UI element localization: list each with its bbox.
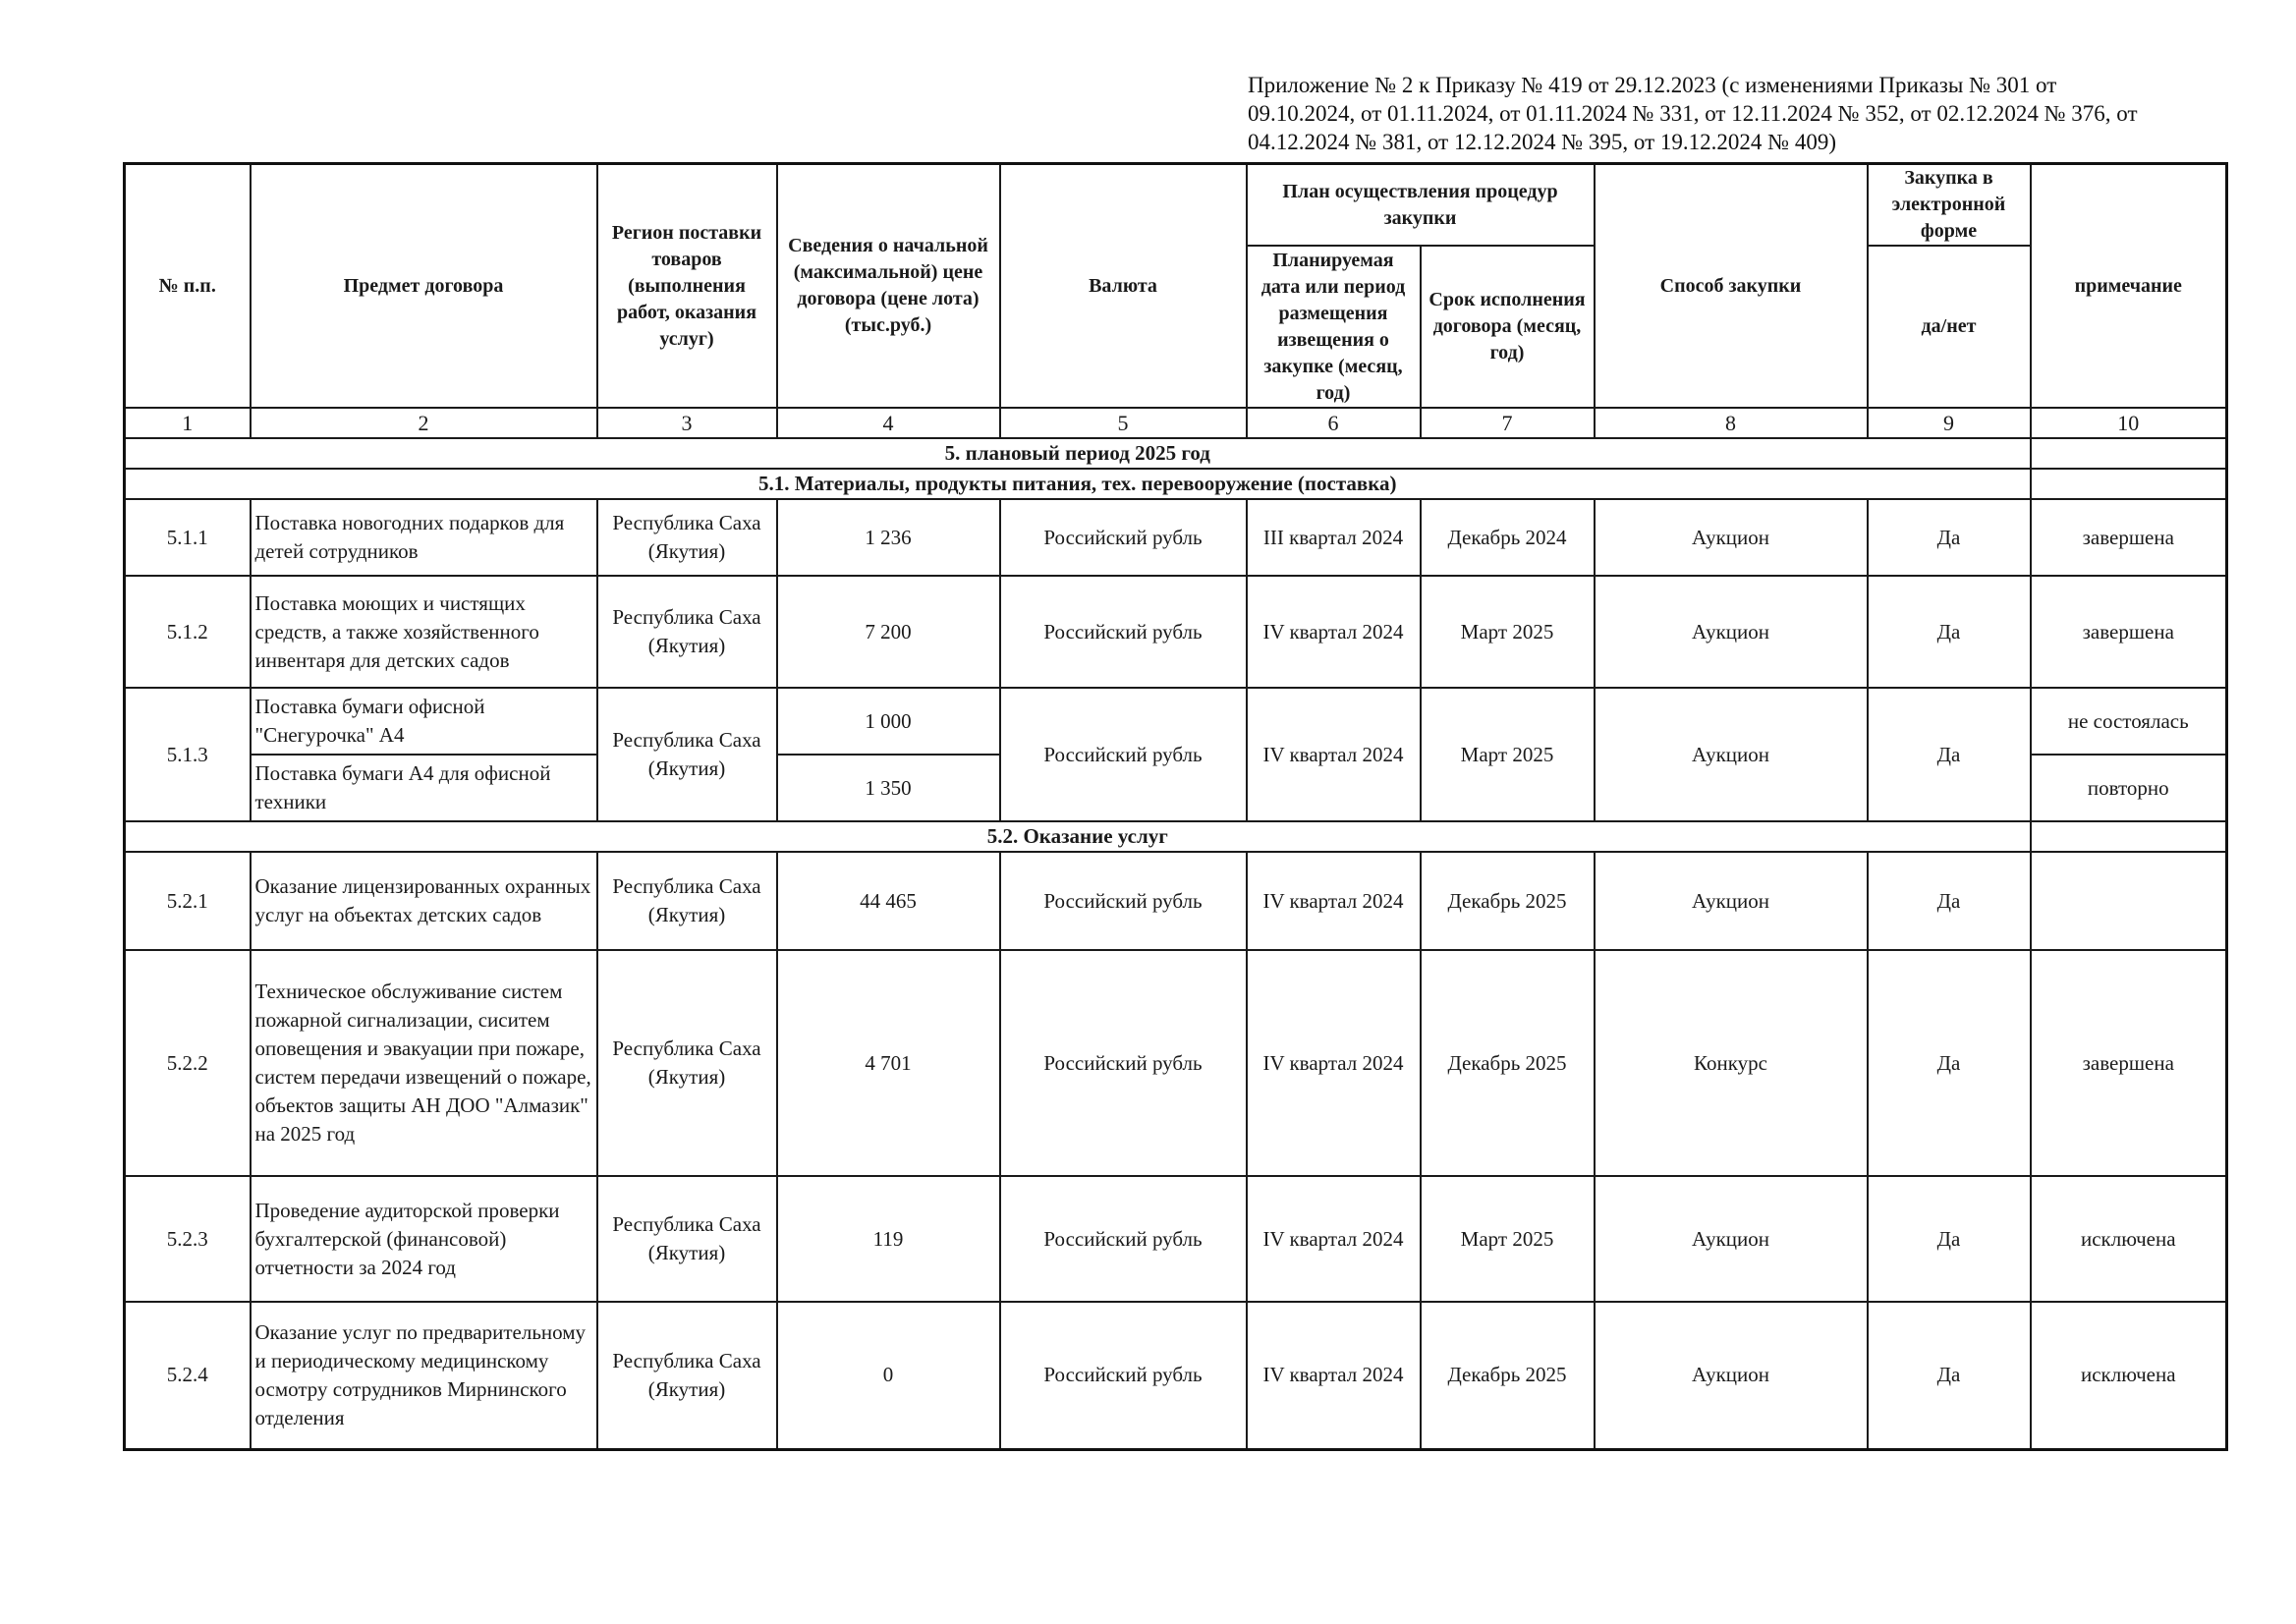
- row-price-a: 1 000: [777, 688, 1000, 755]
- row-currency: Российский рубль: [1000, 1302, 1247, 1449]
- row-subject: Проведение аудиторской проверки бухгалтерской (финансовой) отчетности за 2024 год: [251, 1176, 597, 1302]
- row-currency: Российский рубль: [1000, 576, 1247, 688]
- column-number-row: [125, 408, 2227, 438]
- row-num: 5.1.2: [125, 576, 251, 688]
- row-region: Республика Саха (Якутия): [597, 688, 777, 821]
- row-region: Республика Саха (Якутия): [597, 1302, 777, 1449]
- row-currency: Российский рубль: [1000, 688, 1247, 821]
- section-row: [125, 469, 2227, 499]
- table-row: [125, 688, 2227, 755]
- row-region: Республика Саха (Якутия): [597, 499, 777, 576]
- row-electronic: Да: [1868, 852, 2031, 950]
- header-note: примечание: [2031, 164, 2227, 409]
- row-plan-date: IV квартал 2024: [1247, 852, 1421, 950]
- column-number: 7: [1421, 408, 1595, 438]
- section-5-1-title: 5.1. Материалы, продукты питания, тех. перевооружение (поставка): [125, 469, 2031, 499]
- row-plan-date: IV квартал 2024: [1247, 1302, 1421, 1449]
- row-plan-date: IV квартал 2024: [1247, 1176, 1421, 1302]
- row-note: [2031, 852, 2227, 950]
- table-row: [125, 950, 2227, 1176]
- section-5-2-empty: [2031, 821, 2227, 852]
- column-number: 2: [251, 408, 597, 438]
- row-note-b: повторно: [2031, 755, 2227, 821]
- header-plan-date: Планируемая дата или период размещения извещения о закупке (месяц, год): [1247, 246, 1421, 408]
- row-num: 5.1.1: [125, 499, 251, 576]
- row-price: 0: [777, 1302, 1000, 1449]
- column-number: 9: [1868, 408, 2031, 438]
- row-num: 5.2.1: [125, 852, 251, 950]
- row-subject: Поставка новогодних подарков для детей сотрудников: [251, 499, 597, 576]
- row-region: Республика Саха (Якутия): [597, 852, 777, 950]
- row-plan-date: IV квартал 2024: [1247, 950, 1421, 1176]
- row-currency: Российский рубль: [1000, 1176, 1247, 1302]
- row-subject: Техническое обслуживание систем пожарной сигнализации, сиситем оповещения и эвакуации при пожаре, систем передачи извещений о пожаре, объектов защиты АН ДОО "Алмазик" на 2025 год: [251, 950, 597, 1176]
- table-row: [125, 1302, 2227, 1449]
- row-price: 4 701: [777, 950, 1000, 1176]
- row-method: Аукцион: [1595, 852, 1868, 950]
- row-method: Аукцион: [1595, 1176, 1868, 1302]
- row-method: Аукцион: [1595, 499, 1868, 576]
- section-5-2-title: 5.2. Оказание услуг: [125, 821, 2031, 852]
- row-plan-date: IV квартал 2024: [1247, 688, 1421, 821]
- column-number: 10: [2031, 408, 2227, 438]
- header-currency: Валюта: [1000, 164, 1247, 409]
- table-row: [125, 499, 2227, 576]
- header-subject: Предмет договора: [251, 164, 597, 409]
- row-term: Декабрь 2025: [1421, 852, 1595, 950]
- table-row: [125, 1176, 2227, 1302]
- row-electronic: Да: [1868, 950, 2031, 1176]
- section-row: [125, 821, 2227, 852]
- header-electronic-group: Закупка в электронной форме: [1868, 164, 2031, 247]
- order-reference-note: [1248, 71, 2230, 156]
- row-note: исключена: [2031, 1302, 2227, 1449]
- row-method: Аукцион: [1595, 576, 1868, 688]
- row-currency: Российский рубль: [1000, 499, 1247, 576]
- row-term: Март 2025: [1421, 576, 1595, 688]
- row-term: Декабрь 2025: [1421, 950, 1595, 1176]
- column-number: 3: [597, 408, 777, 438]
- section-5-empty: [2031, 438, 2227, 469]
- row-plan-date: IV квартал 2024: [1247, 576, 1421, 688]
- order-reference-line-2: 09.10.2024, от 01.11.2024, от 01.11.2024 № 331, от 12.11.2024 № 352, от 02.12.2024 № 376, от: [1248, 101, 2138, 126]
- row-num: 5.2.2: [125, 950, 251, 1176]
- row-num: 5.1.3: [125, 688, 251, 821]
- row-region: Республика Саха (Якутия): [597, 576, 777, 688]
- section-5-title: 5. плановый период 2025 год: [125, 438, 2031, 469]
- row-method: Аукцион: [1595, 1302, 1868, 1449]
- row-subject: Оказание услуг по предварительному и периодическому медицинскому осмотру сотрудников Мирнинского отделения: [251, 1302, 597, 1449]
- table-row: [125, 852, 2227, 950]
- header-num: № п.п.: [125, 164, 251, 409]
- column-number: 1: [125, 408, 251, 438]
- section-row: [125, 438, 2227, 469]
- row-currency: Российский рубль: [1000, 950, 1247, 1176]
- row-electronic: Да: [1868, 499, 2031, 576]
- order-reference-line-1: Приложение № 2 к Приказу № 419 от 29.12.2023 (с изменениями Приказы № 301 от: [1248, 73, 2057, 97]
- row-subject: Оказание лицензированных охранных услуг на объектах детских садов: [251, 852, 597, 950]
- row-num: 5.2.3: [125, 1176, 251, 1302]
- row-method: Конкурс: [1595, 950, 1868, 1176]
- row-region: Республика Саха (Якутия): [597, 1176, 777, 1302]
- section-5-1-empty: [2031, 469, 2227, 499]
- column-number: 5: [1000, 408, 1247, 438]
- row-method: Аукцион: [1595, 688, 1868, 821]
- row-term: Декабрь 2025: [1421, 1302, 1595, 1449]
- column-number: 6: [1247, 408, 1421, 438]
- table-row: [125, 576, 2227, 688]
- row-note: исключена: [2031, 1176, 2227, 1302]
- row-note: завершена: [2031, 499, 2227, 576]
- column-number: 8: [1595, 408, 1868, 438]
- row-price: 119: [777, 1176, 1000, 1302]
- row-price: 7 200: [777, 576, 1000, 688]
- row-term: Декабрь 2024: [1421, 499, 1595, 576]
- row-note-a: не состоялась: [2031, 688, 2227, 755]
- row-price-b: 1 350: [777, 755, 1000, 821]
- row-note: завершена: [2031, 950, 2227, 1176]
- order-reference-line-3: 04.12.2024 № 381, от 12.12.2024 № 395, от 19.12.2024 № 409): [1248, 130, 1836, 154]
- row-price: 44 465: [777, 852, 1000, 950]
- row-num: 5.2.4: [125, 1302, 251, 1449]
- procurement-plan-table: [123, 162, 2228, 1451]
- row-electronic: Да: [1868, 688, 2031, 821]
- header-electronic-sub: да/нет: [1868, 246, 2031, 408]
- header-term: Срок исполнения договора (месяц, год): [1421, 246, 1595, 408]
- row-note: завершена: [2031, 576, 2227, 688]
- row-electronic: Да: [1868, 1302, 2031, 1449]
- header-row-top: [125, 164, 2227, 247]
- row-term: Март 2025: [1421, 688, 1595, 821]
- row-subject-a: Поставка бумаги офисной "Снегурочка" А4: [251, 688, 597, 755]
- header-price: Сведения о начальной (максимальной) цене договора (цене лота) (тыс.руб.): [777, 164, 1000, 409]
- header-method: Способ закупки: [1595, 164, 1868, 409]
- row-price: 1 236: [777, 499, 1000, 576]
- row-region: Республика Саха (Якутия): [597, 950, 777, 1176]
- row-currency: Российский рубль: [1000, 852, 1247, 950]
- column-number: 4: [777, 408, 1000, 438]
- row-subject: Поставка моющих и чистящих средств, а также хозяйственного инвентаря для детских садов: [251, 576, 597, 688]
- row-subject-b: Поставка бумаги А4 для офисной техники: [251, 755, 597, 821]
- header-region: Регион поставки товаров (выполнения работ, оказания услуг): [597, 164, 777, 409]
- header-plan-group: План осуществления процедур закупки: [1247, 164, 1595, 247]
- row-term: Март 2025: [1421, 1176, 1595, 1302]
- row-electronic: Да: [1868, 576, 2031, 688]
- row-plan-date: III квартал 2024: [1247, 499, 1421, 576]
- row-electronic: Да: [1868, 1176, 2031, 1302]
